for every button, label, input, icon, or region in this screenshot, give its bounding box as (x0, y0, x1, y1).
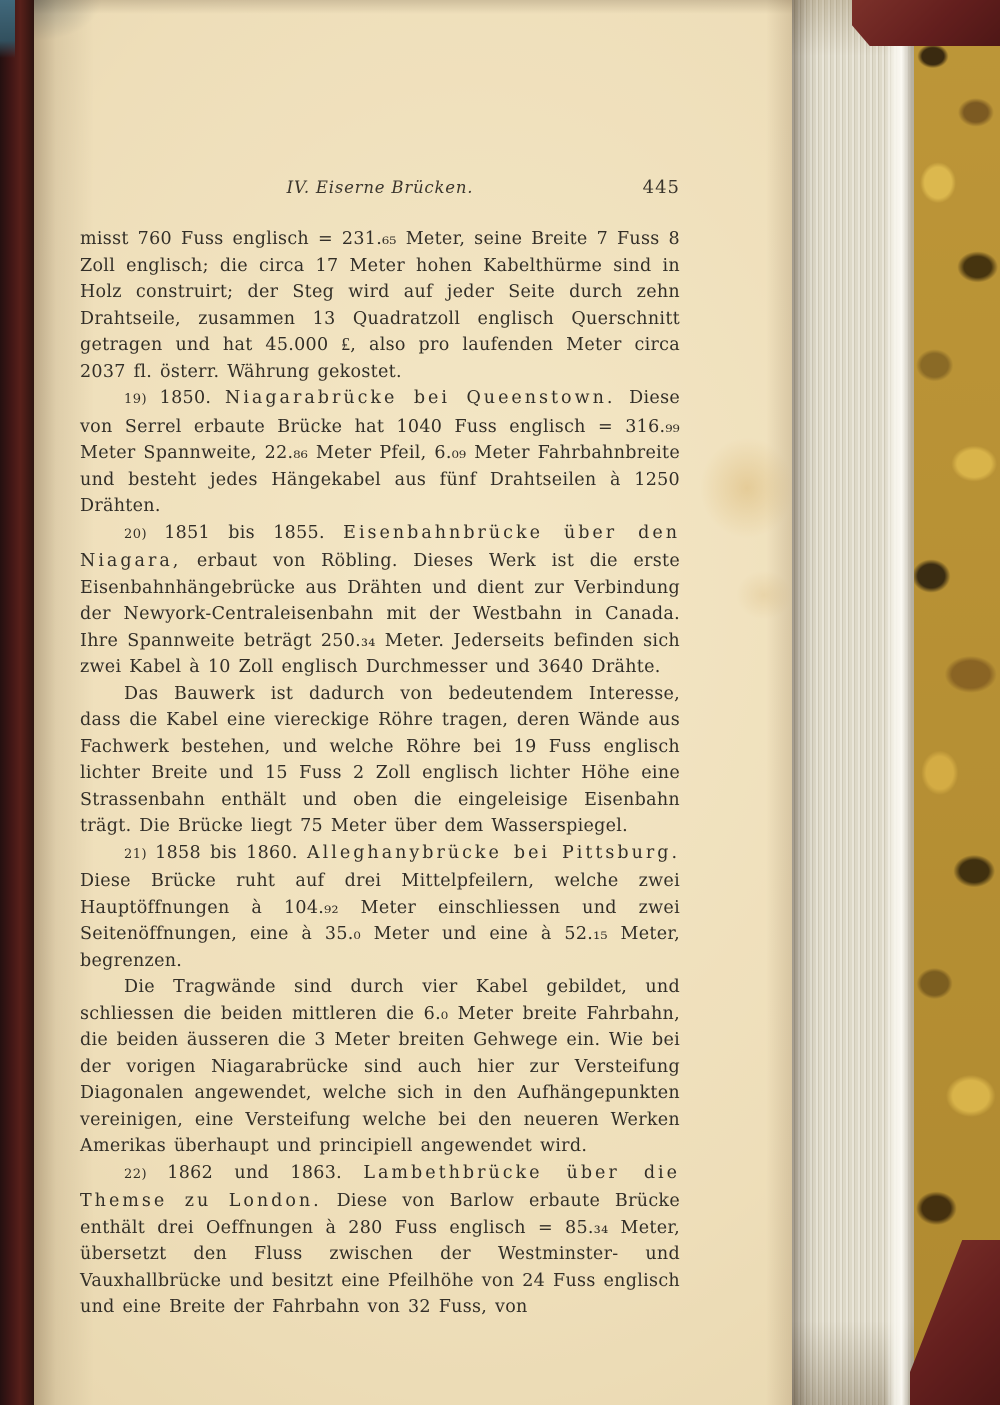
page-number: 445 (642, 177, 680, 198)
text-segment: 22) (124, 1166, 168, 1182)
text-segment: Alleghanybrücke bei Pittsburg. (307, 842, 681, 863)
running-title: IV. Eiserne Brücken. (286, 178, 474, 197)
text-segment: Eisenbahnbrücke über den Niagara, (80, 522, 680, 571)
text-segment: 1858 bis 1860. (155, 842, 308, 863)
text-segment: misst 760 Fuss englisch = 231.₆₅ Meter, seine Breite 7 Fuss 8 Zoll englisch; die circa 17 Meter hohen Kabelthürme sind in Holz construirt; der Steg wird auf jeder Seite durch zehn Drahtseile, zusammen 13 Quadratzoll englisch Querschnitt getragen und hat 45.000 ₤, also pro laufenden Meter circa 2037 fl. österr. Währung gekostet. (80, 229, 680, 382)
paragraph (80, 226, 680, 385)
text-segment: Diese von Barlow erbaute Brücke enthält drei Oeffnungen à 280 Fuss englisch = 85.₃₄ Meter, übersetzt den Fluss zwischen der Westminster- und Vauxhallbrücke und besitzt eine Pfeilhöhe von 24 Fuss englisch und eine Breite der Fahrbahn von 32 Fuss, von (80, 1191, 680, 1317)
paragraph (80, 974, 680, 1160)
text-segment: 1862 und 1863. (167, 1162, 364, 1183)
paragraph (80, 1160, 680, 1321)
text-segment: 1850. (159, 388, 225, 408)
page-header (80, 178, 680, 204)
leather-corner-top (852, 0, 1000, 46)
text-block (80, 226, 680, 1321)
text-segment: Diese von Serrel erbaute Brücke hat 1040 Fuss englisch = 316.₉₉ Meter Spannweite, 22.₈₆ Meter Pfeil, 6.₀₉ Meter Fahrbahnbreite und besteht jedes Hängekabel aus fünf Drahtseilen à 1250 Drähten. (80, 388, 680, 516)
text-segment: Die Tragwände sind durch vier Kabel gebildet, und schliessen die beiden mittleren die 6.₀ Meter breite Fahrbahn, die beiden äusseren die 3 Meter breiten Gehwege ein. Wie bei der vorigen Niagarabrücke sind auch hier zur Versteifung Diagonalen angewendet, welche sich in den Aufhängepunkten vereinigen, eine Versteifung welche bei den neueren Werken Amerikas überhaupt und principiell angewendet wird. (80, 977, 680, 1156)
text-segment: Lambethbrücke über die Themse zu London. (80, 1162, 680, 1211)
book-page (34, 0, 792, 1405)
paragraph (80, 840, 680, 975)
book-spine (0, 0, 34, 1405)
spine-blue-corner (0, 0, 15, 58)
text-segment: Niagarabrücke bei Queenstown. (225, 388, 616, 408)
page-content (34, 0, 680, 1321)
paragraph (80, 385, 680, 520)
text-segment: 20) (124, 526, 165, 542)
text-segment: erbaut von Röbling. Dieses Werk ist die erste Eisenbahnhängebrücke aus Drähten und dient zur Verbindung der Newyork-Centraleisenbahn mit der Westbahn in Canada. Ihre Spannweite beträgt 250.₃₄ Meter. Jederseits befinden sich zwei Kabel à 10 Zoll englisch Durchmesser und 3640 Drähte. (80, 551, 680, 677)
paragraph (80, 520, 680, 681)
text-segment: 21) (124, 846, 156, 862)
fore-edge-pages (792, 0, 914, 1405)
marbled-cover (914, 0, 1000, 1405)
paragraph (80, 681, 680, 840)
text-segment: 1851 bis 1855. (164, 522, 344, 543)
text-segment: 19) (124, 392, 160, 407)
text-segment: Das Bauwerk ist dadurch von bedeutendem Interesse, dass die Kabel eine viereckige Röhre tragen, deren Wände aus Fachwerk bestehen, und welche Röhre bei 19 Fuss englisch lichter Breite und 15 Fuss 2 Zoll englisch lichter Höhe eine Strassenbahn enthält und oben die eingeleisige Eisenbahn trägt. Die Brücke liegt 75 Meter über dem Wasserspiegel. (80, 683, 680, 836)
text-segment: Diese Brücke ruht auf drei Mittelpfeilern, welche zwei Hauptöffnungen à 104.₉₂ Meter einschliessen und zwei Seitenöffnungen, eine à 35.₀ Meter und eine à 52.₁₅ Meter, begrenzen. (80, 871, 680, 971)
